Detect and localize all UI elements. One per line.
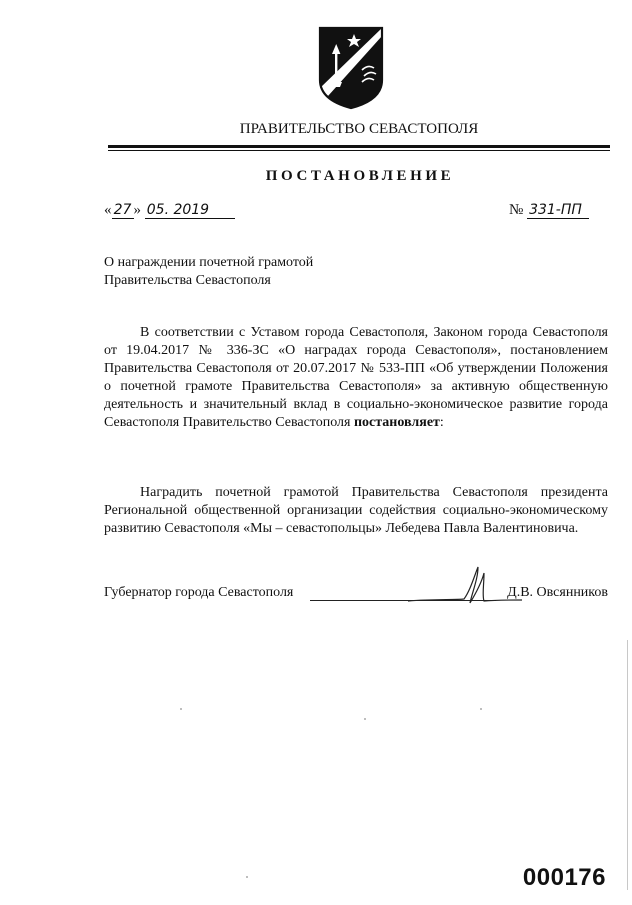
header-rule-thick: [108, 145, 610, 148]
scan-speck: [364, 718, 366, 720]
signature-block: [104, 585, 608, 605]
paragraph-1-end: :: [439, 415, 444, 430]
document-date: [104, 202, 235, 219]
body-paragraph-2: Наградить почетной грамотой Правительства Севастополя президента Региональной общественной организации содействия социально-экономическому развитию Севастополя «Мы – севастопольцы» Лебедева Павла Валентиновича.: [104, 485, 608, 536]
subject-line-2: Правительства Севастополя: [104, 273, 271, 288]
document-type-heading: ПОСТАНОВЛЕНИЕ: [265, 168, 455, 184]
signatory-position: Губернатор города Севастополя: [104, 585, 294, 600]
scan-speck: [180, 708, 182, 710]
body-paragraph-1: [104, 324, 608, 432]
handwritten-signature: [404, 563, 524, 605]
date-close-quote: »: [133, 202, 141, 218]
paragraph-1-text: В соответствии с Уставом города Севастополя, Законом города Севастополя от 19.04.2017 № 336-ЗС «О наградах города Севастополя», постановлением Правительства Севастополя от 20.07.2017 № 533-ПП «Об утверждении Положения о почетной грамоте Правительства Севастополя» за активную общественную деятельность и значительный вклад в социально-экономическое развитие города Севастополя Правительство Севастополя: [104, 325, 608, 430]
serial-number: 000176: [522, 864, 606, 891]
signatory-name: Д.В. Овсянников: [507, 585, 608, 600]
scan-margin-line: [627, 640, 628, 890]
header-rule-thin: [108, 150, 610, 151]
scan-speck: [480, 708, 482, 710]
date-open-quote: «: [104, 202, 112, 218]
number-value: 331-ПП: [527, 202, 589, 219]
number-prefix: №: [509, 202, 524, 218]
date-day: 27: [112, 202, 134, 219]
government-title: ПРАВИТЕЛЬСТВО СЕВАСТОПОЛЯ: [239, 121, 479, 137]
date-month-year: 05. 2019: [145, 202, 235, 219]
document-number: [509, 202, 589, 219]
resolution-verb: постановляет: [353, 415, 440, 430]
scan-speck: [246, 876, 248, 878]
sevastopol-coat-of-arms-icon: [318, 26, 384, 110]
subject-line-1: О награждении почетной грамотой: [104, 255, 314, 270]
document-subject: [104, 254, 313, 290]
